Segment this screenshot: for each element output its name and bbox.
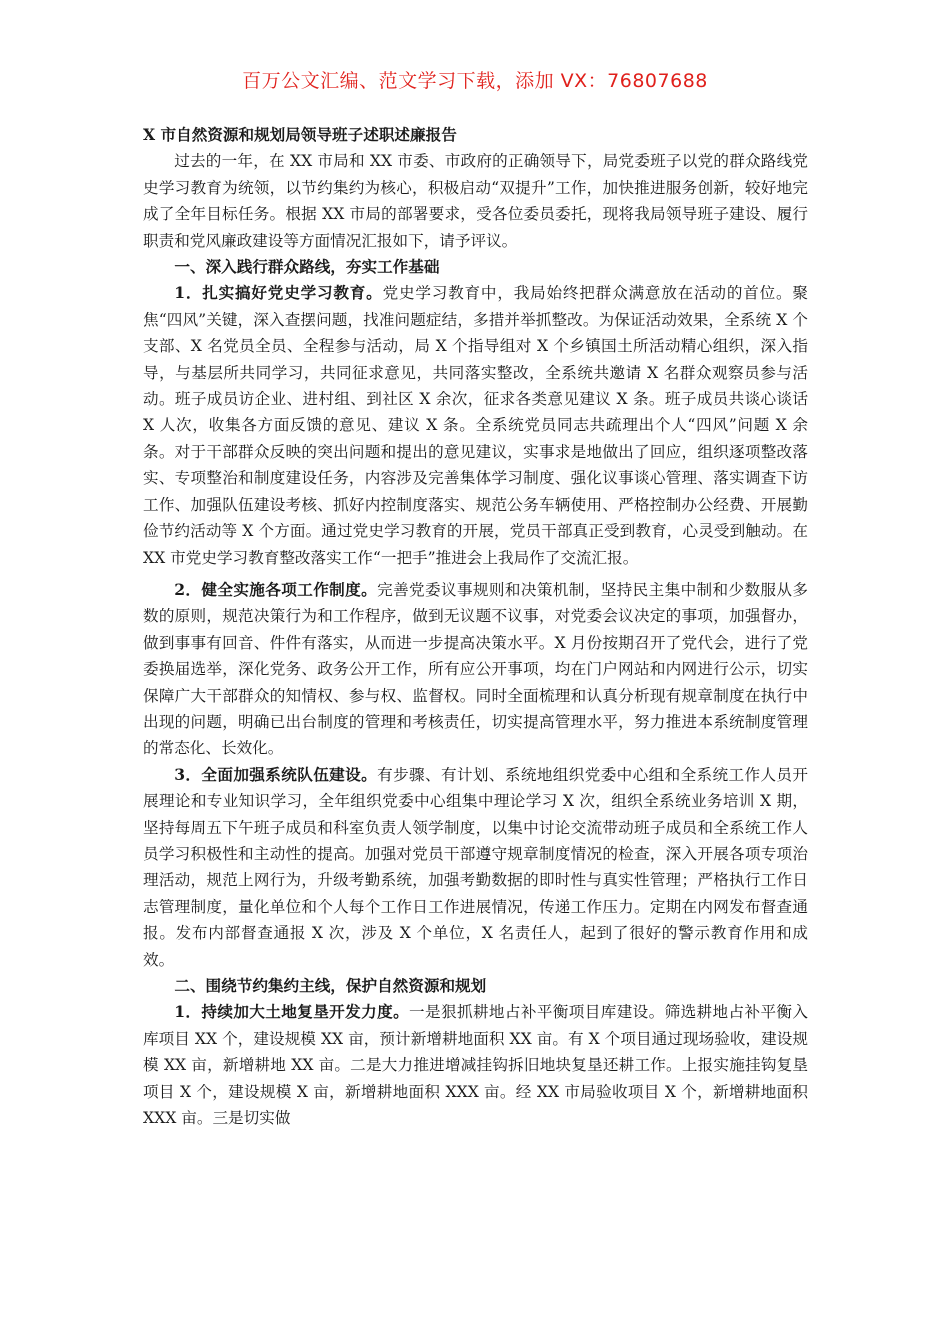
document-title: X 市自然资源和规划局领导班子述职述廉报告 — [143, 125, 457, 144]
item-text: 有步骤、有计划、系统地组织党委中心组和全系统工作人员开展理论和专业知识学习，全年组织党委中心组集中理论学习 X 次，组织全系统业务培训 X 期，坚持每周五下午班子成员和科室负责人领学制度，以集中讨论交流带动班子成员和全系统工作人员学习积极性和主动性的提高。加强对党员干部遵守规章制度情况的检查，深入开展各项专项治理活动，规范上网行为，升级考勤系统，加强考勤数据的即时性与真实性管理；严格执行工作日志管理制度，量化单位和个人每个工作日工作进展情况，传递工作压力。定期在内网发布督查通报。发布内部督查通报 X 次，涉及 X 个单位，X 名责任人，起到了很好的警示教育作用和成效。 — [143, 765, 808, 969]
item-text: 党史学习教育中，我局始终把群众满意放在活动的首位。聚焦“四风”关键，深入查摆问题，找准问题症结，多措并举抓整改。为保证活动效果，全系统 X 个支部、X 名党员全员、全程参与活动，局 X 个指导组对 X 个乡镇国土所活动精心组织，深入指导，与基层所共同学习，共同征求意见，共同落实整改，全系统共邀请 X 名群众观察员参与活动。班子成员访企业、进村组、到社区 X 余次，征求各类意见建议 X 条。班子成员共谈心谈话 X 人次，收集各方面反馈的意见、建议 X 条。全系统党员同志共疏理出个人“四风”问题 X 余条。对于干部群众反映的突出问题和提出的意见建议，实事求是地做出了回应，组织逐项整改落实、专项整治和制度建设任务，内容涉及完善集体学习制度、强化议事谈心管理、落实调查下访工作、加强队伍建设考核、抓好内控制度落实、规范公务车辆使用、严格控制办公经费、开展勤俭节约活动等 X 个方面。通过党史学习教育的开展，党员干部真正受到教育，心灵受到触动。在 XX 市党史学习教育整改落实工作“一把手”推进会上我局作了交流汇报。 — [143, 284, 808, 567]
section-heading-1: 一、深入践行群众路线，夯实工作基础 — [174, 257, 440, 277]
section1-item-1 — [143, 280, 808, 570]
intro-paragraph: 过去的一年，在 XX 市局和 XX 市委、市政府的正确领导下，局党委班子以党的群众路线党史学习教育为统领，以节约集约为核心，积极启动“双提升”工作，加快推进服务创新，较好地完成了全年目标任务。根据 XX 市局的部署要求，受各位委员委托，现将我局领导班子建设、履行职责和党风廉政建设等方面情况汇报如下，请予评议。 — [143, 152, 808, 250]
item-lead: 1．扎实搞好党史学习教育。 — [174, 283, 383, 303]
section-heading-2: 二、围绕节约集约主线，保护自然资源和规划 — [174, 976, 487, 995]
document-body — [143, 122, 808, 1131]
header-banner: 百万公文汇编、范文学习下载，添加 VX：76807688 — [242, 70, 708, 92]
section1-item-2 — [143, 577, 808, 762]
item-lead: 2．健全实施各项工作制度。 — [174, 579, 378, 599]
item-lead: 3．全面加强系统队伍建设。 — [174, 764, 378, 784]
item-lead: 1．持续加大土地复垦开发力度。 — [174, 1002, 410, 1022]
item-text: 完善党委议事规则和决策机制，坚持民主集中制和少数服从多数的原则，规范决策行为和工作程序，做到无议题不议事，对党委会议决定的事项，加强督办，做到事事有回音、件件有落实，从而进一步提高决策水平。X 月份按期召开了党代会，进行了党委换届选举，深化党务、政务公开工作，所有应公开事项，均在门户网站和内网进行公示，切实保障广大干部群众的知情权、参与权、监督权。同时全面梳理和认真分析现有规章制度在执行中出现的问题，明确已出台制度的管理和考核责任，切实提高管理水平，努力推进本系统制度管理的常态化、长效化。 — [143, 580, 808, 758]
section1-item-3 — [143, 762, 808, 973]
item-text: 一是狠抓耕地占补平衡项目库建设。筛选耕地占补平衡入库项目 XX 个，建设规模 XX 亩，预计新增耕地面积 XX 亩。有 X 个项目通过现场验收，建设规模 XX 亩，新增耕地 XX 亩。二是大力推进增减挂钩拆旧地块复垦还耕工作。上报实施挂钩复垦项目 X 个，建设规模 X 亩，新增耕地面积 XXX 亩。经 XX 市局验收项目 X 个，新增耕地面积 XXX 亩。三是切实做 — [143, 1003, 808, 1128]
section2-item-1 — [143, 999, 808, 1131]
